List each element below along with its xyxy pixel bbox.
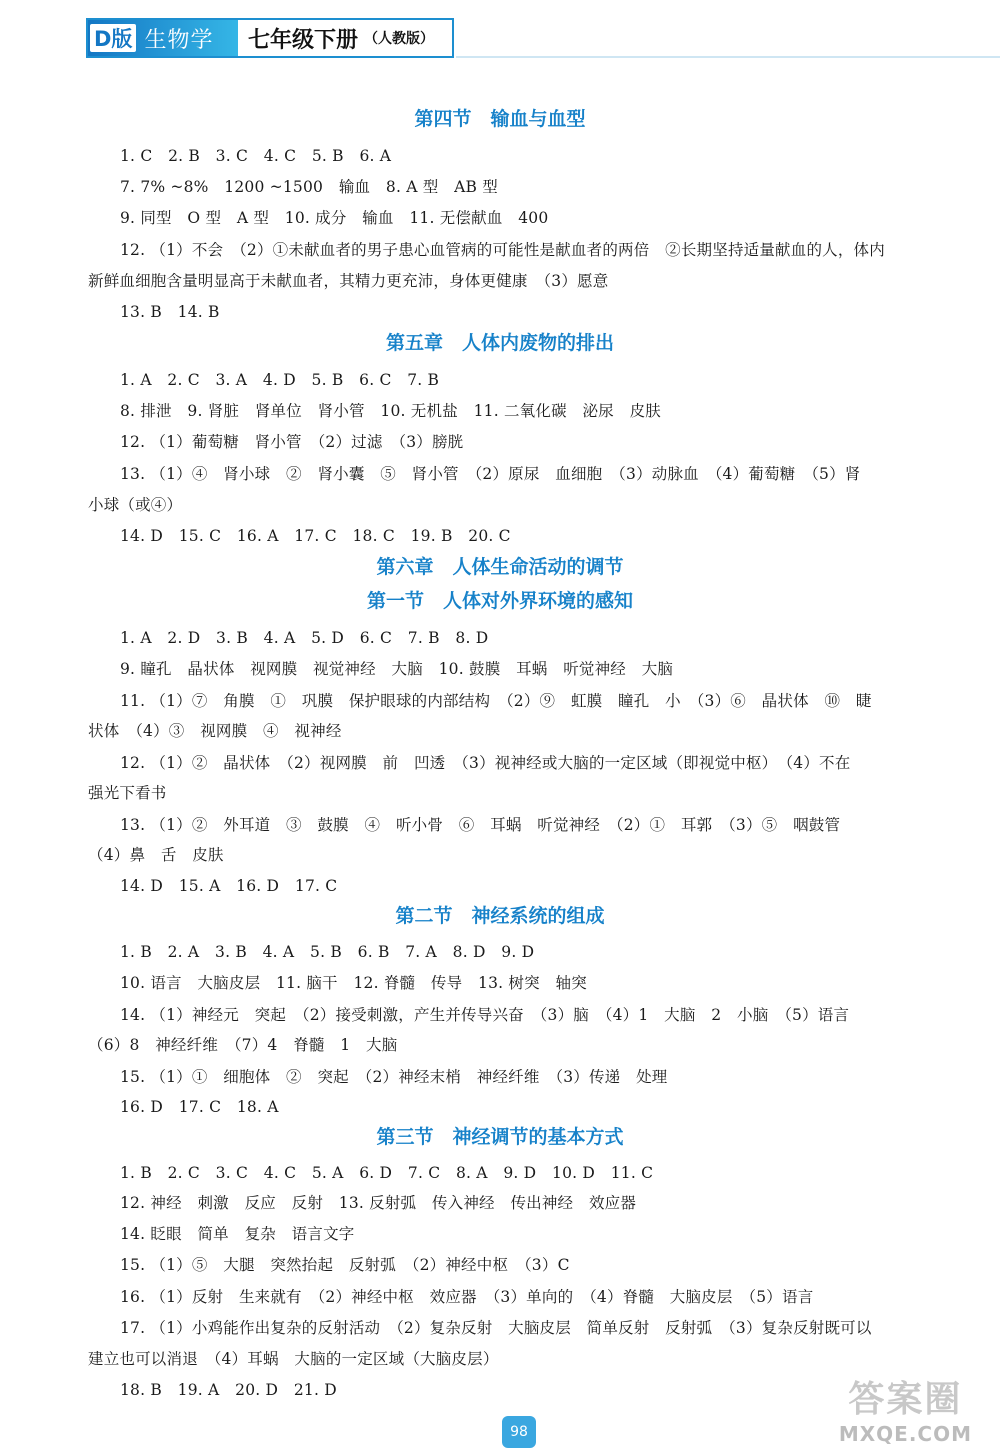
section-title: 第三节 神经调节的基本方式 bbox=[376, 1126, 624, 1148]
answer-line: 9. 同型 O 型 A 型 10. 成分 输血 11. 无偿献血 400 bbox=[120, 209, 549, 227]
header-right bbox=[238, 20, 452, 56]
answer-line: （4）鼻 舌 皮肤 bbox=[88, 846, 224, 864]
answer-line: 12. （1）葡萄糖 肾小管 （2）过滤 （3）膀胱 bbox=[120, 433, 464, 451]
header-left-band bbox=[88, 20, 238, 56]
answer-line: 1. C 2. B 3. C 4. C 5. B 6. A bbox=[120, 147, 392, 165]
edition-label: （人教版） bbox=[364, 31, 435, 47]
answer-line: 16. （1）反射 生来就有 （2）神经中枢 效应器 （3）单向的 （4）脊髓 大脑皮层 （5）语言 bbox=[120, 1288, 814, 1306]
answer-line: 1. B 2. C 3. C 4. C 5. A 6. D 7. C 8. A 9. D 10. D 11. C bbox=[120, 1164, 654, 1182]
answer-line: 11. （1）⑦ 角膜 ① 巩膜 保护眼球的内部结构 （2）⑨ 虹膜 瞳孔 小 （3）⑥ 晶状体 ⑩ 睫 bbox=[120, 692, 872, 710]
answer-line: 12. （1）② 晶状体 （2）视网膜 前 凹透 （3）视神经或大脑的一定区域（即视觉中枢） （4）不在 bbox=[120, 754, 851, 772]
answer-line: 7. 7% ~8% 1200 ~1500 输血 8. A 型 AB 型 bbox=[120, 178, 498, 196]
answer-line: 12. （1）不会 （2）①未献血者的男子患心血管病的可能性是献血者的两倍 ②长期坚持适量献血的人，体内 bbox=[120, 241, 885, 259]
chapter-title: 第五章 人体内废物的排出 bbox=[385, 332, 614, 354]
answer-line: 14. D 15. A 16. D 17. C bbox=[120, 877, 338, 895]
answer-line: 状体 （4）③ 视网膜 ④ 视神经 bbox=[88, 722, 342, 740]
answer-line: 新鲜血细胞含量明显高于未献血者，其精力更充沛，身体更健康 （3）愿意 bbox=[88, 272, 609, 290]
page-header bbox=[86, 18, 454, 58]
answer-line: 16. D 17. C 18. A bbox=[120, 1098, 279, 1116]
section-title: 第一节 人体对外界环境的感知 bbox=[366, 590, 633, 612]
answer-line: 小球（或④） bbox=[88, 496, 183, 514]
answer-line: 1. A 2. D 3. B 4. A 5. D 6. C 7. B 8. D bbox=[120, 629, 489, 647]
answer-line: 13. （1）② 外耳道 ③ 鼓膜 ④ 听小骨 ⑥ 耳蜗 听觉神经 （2）① 耳郭 （3）⑤ 咽鼓管 bbox=[120, 816, 841, 834]
chapter-title: 第六章 人体生命活动的调节 bbox=[376, 556, 624, 578]
answer-line: 建立也可以消退 （4）耳蜗 大脑的一定区域（大脑皮层） bbox=[88, 1350, 499, 1368]
answer-line: 1. B 2. A 3. B 4. A 5. B 6. B 7. A 8. D 9. D bbox=[120, 943, 535, 961]
section-title: 第二节 神经系统的组成 bbox=[395, 905, 605, 927]
answer-line: 1. A 2. C 3. A 4. D 5. B 6. C 7. B bbox=[120, 371, 440, 389]
answer-line: 14. 眨眼 简单 复杂 语言文字 bbox=[120, 1225, 355, 1243]
answer-line: 9. 瞳孔 晶状体 视网膜 视觉神经 大脑 10. 鼓膜 耳蜗 听觉神经 大脑 bbox=[120, 660, 674, 678]
header-rule bbox=[456, 56, 1000, 58]
answer-line: 13. （1）④ 肾小球 ② 肾小囊 ⑤ 肾小管 （2）原尿 血细胞 （3）动脉血 （4）葡萄糖 （5）肾 bbox=[120, 465, 861, 483]
answer-line: 14. （1）神经元 突起 （2）接受刺激，产生并传导兴奋 （3）脑 （4）1 大脑 2 小脑 （5）语言 bbox=[120, 1006, 850, 1024]
answer-line: 18. B 19. A 20. D 21. D bbox=[120, 1381, 337, 1399]
edition-badge: D版 bbox=[90, 24, 136, 52]
answer-line: 强光下看书 bbox=[88, 784, 167, 802]
watermark-url: MXQE.COM bbox=[838, 1422, 972, 1446]
grade-label: 七年级下册 bbox=[248, 26, 359, 53]
answer-line: 10. 语言 大脑皮层 11. 脑干 12. 脊髓 传导 13. 树突 轴突 bbox=[120, 974, 587, 992]
watermark-logo-text: 答案圈 bbox=[848, 1379, 963, 1420]
answer-line: 8. 排泄 9. 肾脏 肾单位 肾小管 10. 无机盐 11. 二氧化碳 泌尿 皮肤 bbox=[120, 402, 661, 420]
answer-line: 12. 神经 刺激 反应 反射 13. 反射弧 传入神经 传出神经 效应器 bbox=[120, 1194, 637, 1212]
watermark bbox=[839, 1371, 972, 1446]
answer-line: 13. B 14. B bbox=[120, 303, 220, 321]
answer-line: 15. （1）① 细胞体 ② 突起 （2）神经末梢 神经纤维 （3）传递 处理 bbox=[120, 1068, 668, 1086]
answer-line: 14. D 15. C 16. A 17. C 18. C 19. B 20. C bbox=[120, 527, 511, 545]
answer-line: 17. （1）小鸡能作出复杂的反射活动 （2）复杂反射 大脑皮层 简单反射 反射弧 （3）复杂反射既可以 bbox=[120, 1319, 872, 1337]
subject-label: 生物学 bbox=[144, 27, 214, 53]
section-title: 第四节 输血与血型 bbox=[414, 108, 586, 130]
answer-line: 15. （1）⑤ 大腿 突然抬起 反射弧 （2）神经中枢 （3）C bbox=[120, 1256, 570, 1274]
answer-line: （6）8 神经纤维 （7）4 脊髓 1 大脑 bbox=[88, 1036, 398, 1054]
page-number: 98 bbox=[502, 1416, 536, 1448]
